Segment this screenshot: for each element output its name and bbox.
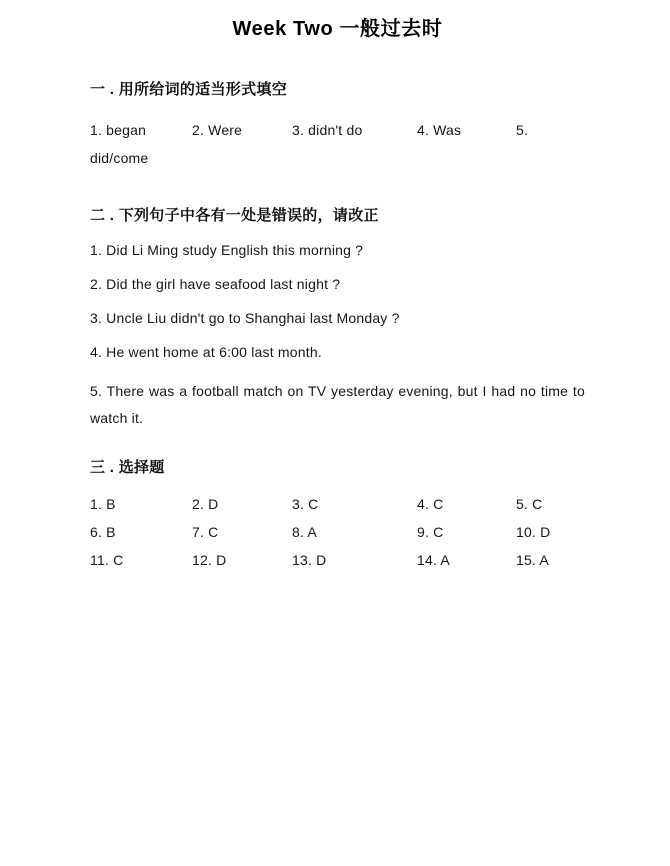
choice-answer-9: 9. C bbox=[417, 524, 444, 540]
choice-answer-14: 14. A bbox=[417, 552, 450, 568]
choice-answer-4: 4. C bbox=[417, 496, 444, 512]
section2-heading: 二 . 下列句子中各有一处是错误的，请改正 bbox=[90, 207, 379, 224]
choice-answer-6: 6. B bbox=[90, 524, 116, 540]
section3-heading: 三 . 选择题 bbox=[90, 459, 165, 476]
choice-answer-3: 3. C bbox=[292, 496, 319, 512]
choice-answer-15: 15. A bbox=[516, 552, 549, 568]
sentence-4: 4. He went home at 6:00 last month. bbox=[90, 344, 322, 360]
answer-1: 1. began bbox=[90, 122, 147, 138]
choice-answer-7: 7. C bbox=[192, 524, 219, 540]
section-fill-in-blanks bbox=[90, 80, 585, 172]
choice-answer-13: 13. D bbox=[292, 552, 327, 568]
choice-answer-11: 11. C bbox=[90, 552, 124, 568]
choice-answer-12: 12. D bbox=[192, 552, 227, 568]
answer-2: 2. Were bbox=[192, 122, 243, 138]
sentence-3: 3. Uncle Liu didn't go to Shanghai last Monday ? bbox=[90, 310, 400, 326]
choice-answer-5: 5. C bbox=[516, 496, 543, 512]
answer-4: 4. Was bbox=[417, 122, 462, 138]
sentence-1: 1. Did Li Ming study English this morning ? bbox=[90, 242, 364, 258]
answer-3: 3. didn't do bbox=[292, 122, 363, 138]
section1-heading: 一 . 用所给词的适当形式填空 bbox=[90, 81, 288, 98]
choice-answer-1: 1. B bbox=[90, 496, 116, 512]
section-error-correction bbox=[90, 206, 585, 432]
sentence-5: 5. There was a football match on TV yesterday evening, but I had no time to watch it. bbox=[90, 383, 585, 426]
choice-answer-8: 8. A bbox=[292, 524, 317, 540]
answer-5-continuation: did/come bbox=[90, 150, 149, 166]
choice-answer-10: 10. D bbox=[516, 524, 551, 540]
answer-5: 5. bbox=[516, 122, 529, 138]
section1-answer-grid bbox=[90, 116, 585, 172]
sentence-2: 2. Did the girl have seafood last night ? bbox=[90, 276, 341, 292]
choice-answer-2: 2. D bbox=[192, 496, 219, 512]
section-multiple-choice bbox=[90, 458, 585, 574]
choice-answer-grid bbox=[90, 490, 585, 574]
doc-title: Week Two 一般过去时 bbox=[232, 18, 443, 40]
